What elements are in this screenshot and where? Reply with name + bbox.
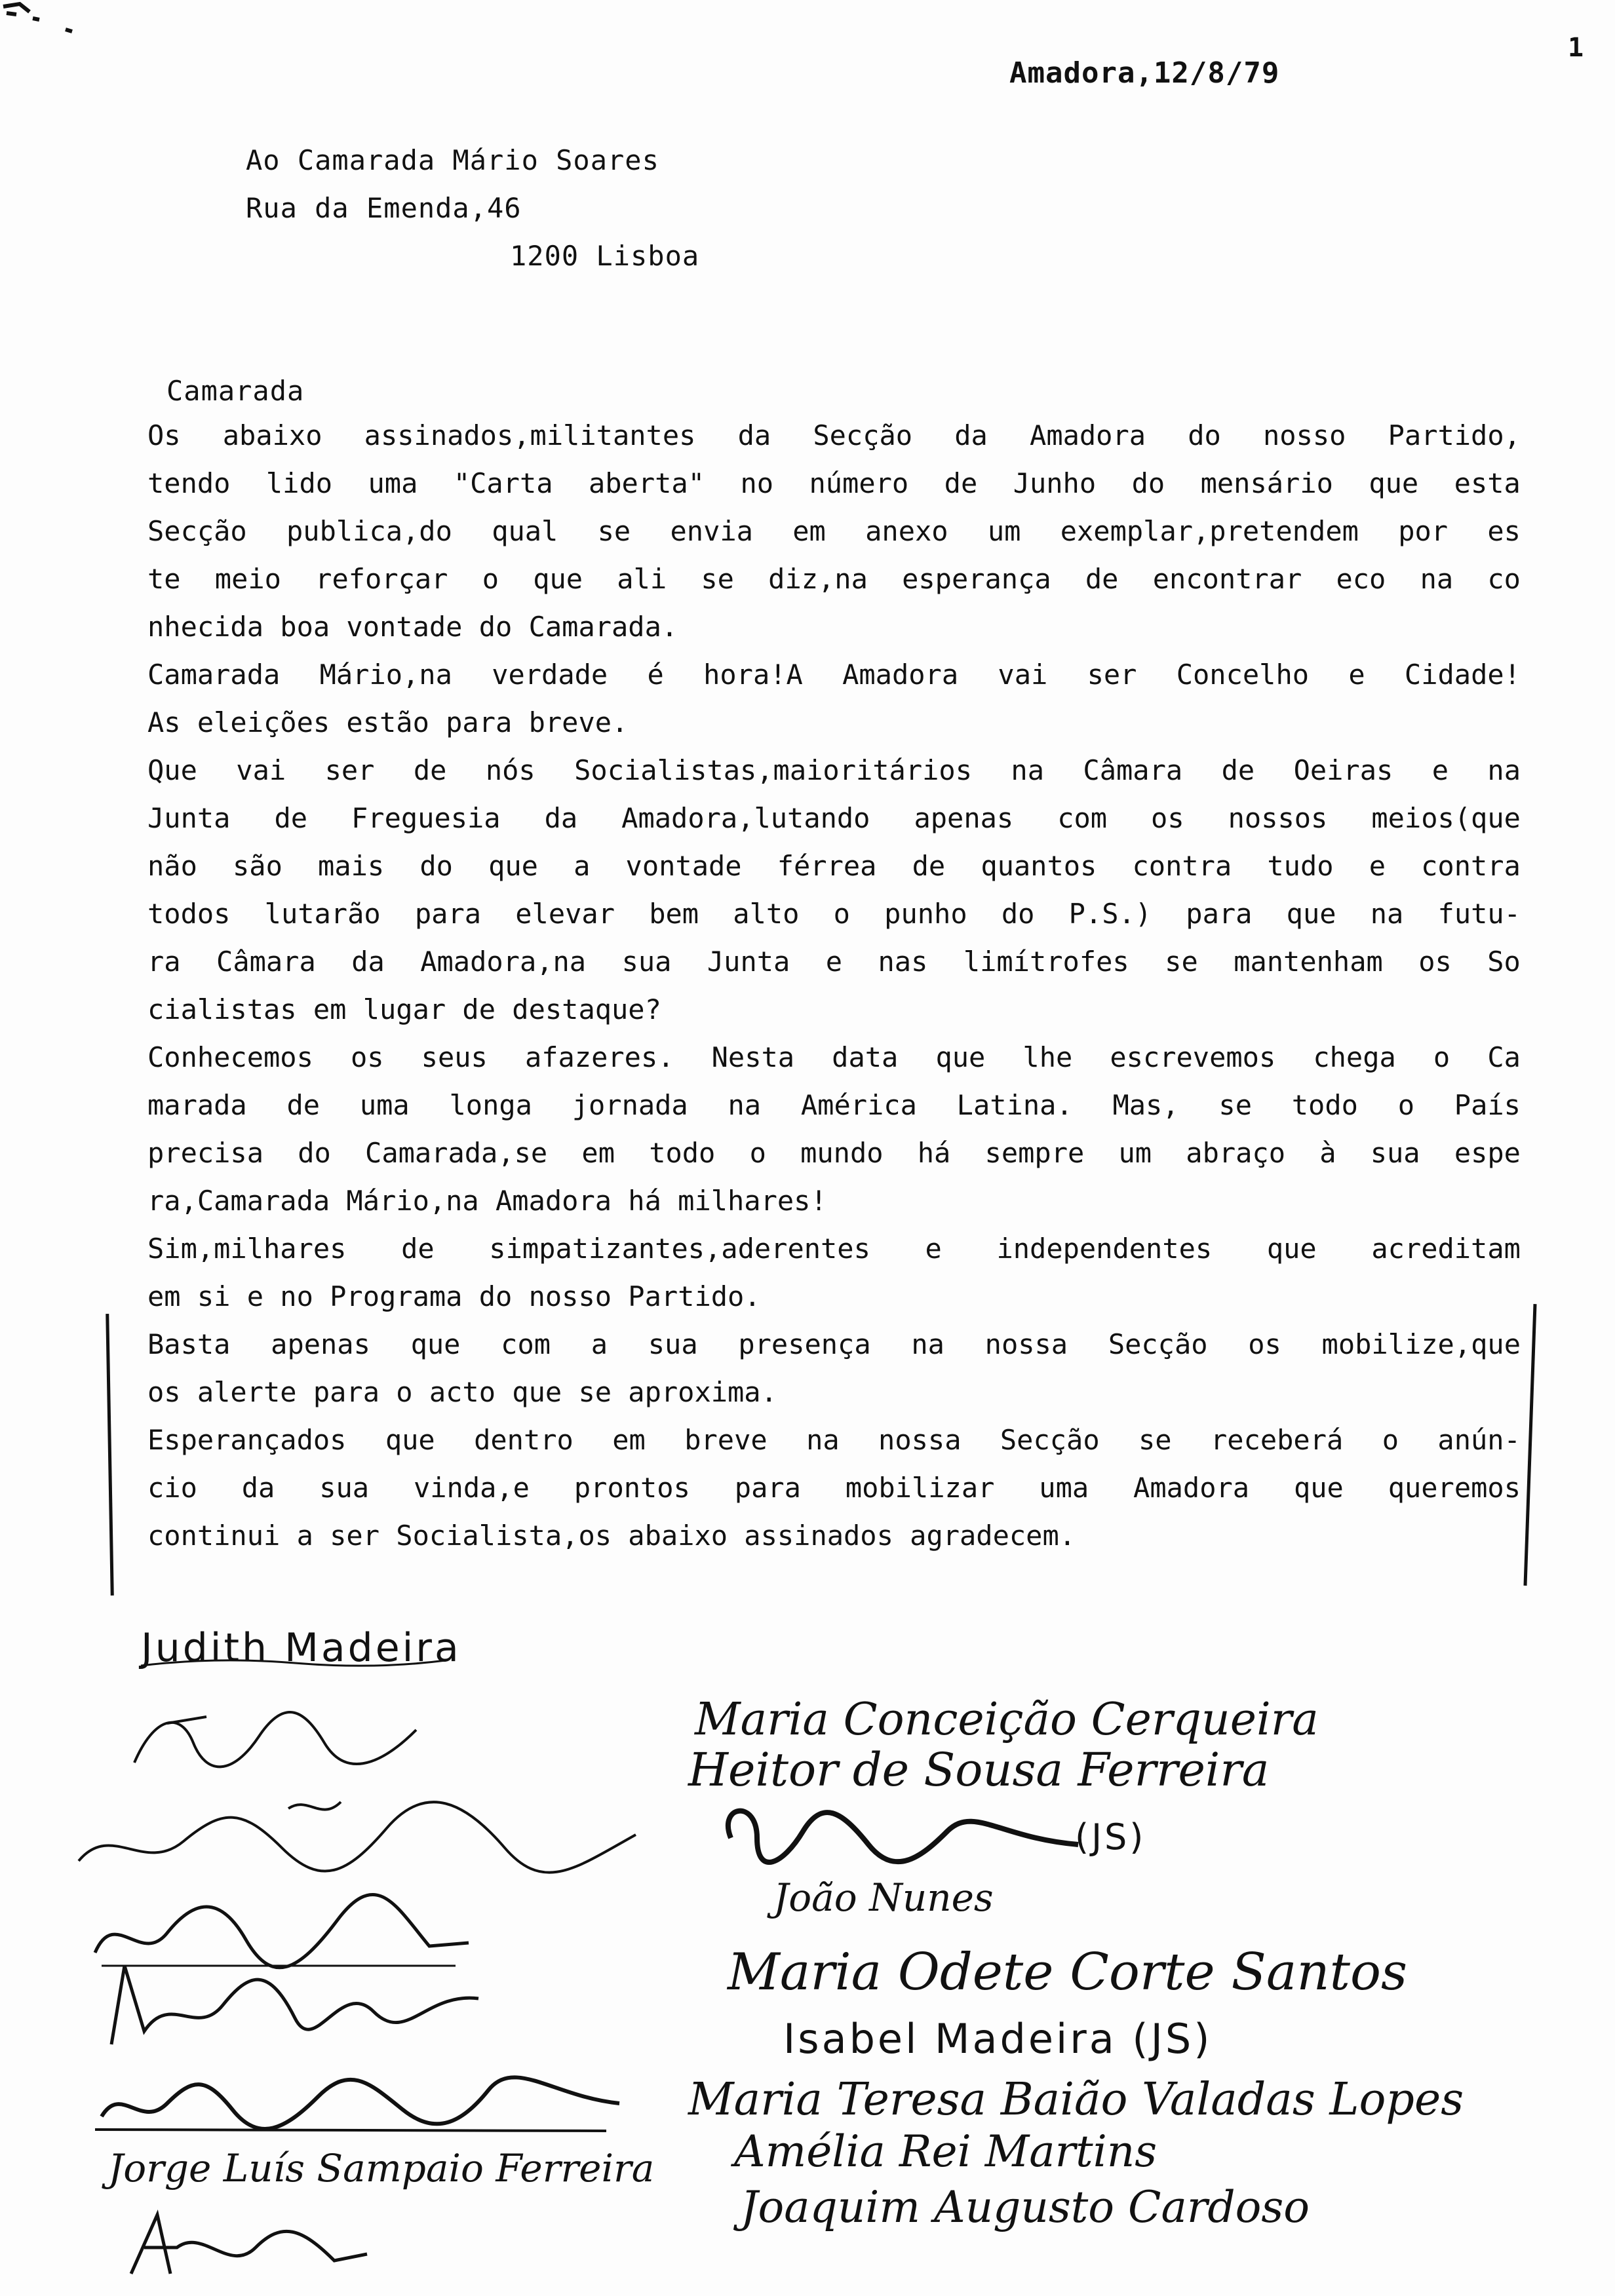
body-line: Os abaixo assinados,militantes da Secção da Amadora do nosso Partido, [147,419,1521,451]
body-line: Secção publica,do qual se envia em anexo um exemplar,pretendem por es [147,515,1521,547]
signature-maria-odete-corte-santos: Maria Odete Corte Santos [728,1943,1407,2002]
body-line: nhecida boa vontade do Camarada. [147,611,678,643]
body-line: precisa do Camarada,se em todo o mundo há sempre um abraço à sua espe [147,1137,1521,1169]
signature-scribble [95,2057,672,2149]
body-line: Basta apenas que com a sua presença na nossa Secção os mobilize,que [147,1328,1521,1360]
signature-judith-madeira: Judith Madeira [141,1625,461,1671]
body-line: Esperançados que dentro em breve na nossa Secção se receberá o anún- [147,1424,1521,1456]
body-line: cialistas em lugar de destaque? [147,993,661,1025]
recipient-street: Rua da Emenda,46 [246,192,522,224]
signature-maria-conceicao-cerqueira: Maria Conceição Cerqueira [695,1694,1319,1746]
salutation: Camarada [166,375,305,407]
body-line: As eleições estão para breve. [147,706,629,738]
body-line: Camarada Mário,na verdade é hora!A Amadora vai ser Concelho e Cidade! [147,659,1521,691]
signature-isabel-madeira: Isabel Madeira (JS) [783,2015,1213,2063]
body-line: tendo lido uma "Carta aberta" no número de Junho do mensário que esta [147,467,1521,499]
body-line: Junta de Freguesia da Amadora,lutando apenas com os nossos meios(que [147,802,1521,834]
right-margin-bracket [1523,1304,1536,1586]
body-line: em si e no Programa do nosso Partido. [147,1280,761,1312]
left-margin-bracket [106,1314,114,1596]
body-line: não são mais do que a vontade férrea de quantos contra tudo e contra [147,850,1521,882]
recipient-name: Ao Camarada Mário Soares [246,144,659,176]
signature-joaquim-augusto-cardoso: Joaquim Augusto Cardoso [741,2182,1310,2232]
body-line: marada de uma longa jornada na América Latina. Mas, se todo o País [147,1089,1521,1121]
scan-speck-marks [0,0,105,59]
signature-scribble [118,2202,380,2287]
body-line: cio da sua vinda,e prontos para mobilizar uma Amadora que queremos [147,1472,1521,1504]
signature-heitor-de-sousa-ferreira: Heitor de Sousa Ferreira [688,1743,1270,1797]
signature-jorge-luis-sampaio-ferreira: Jorge Luís Sampaio Ferreira [108,2146,655,2191]
signature-scribble [98,1953,505,2064]
recipient-city: 1200 Lisboa [510,240,700,272]
body-line: ra Câmara da Amadora,na sua Junta e nas limítrofes se mantenham os So [147,946,1521,978]
body-line: Conhecemos os seus afazeres. Nesta data que lhe escrevemos chega o Ca [147,1041,1521,1073]
signature-joao-nunes: João Nunes [773,1875,994,1920]
signature-scribble [128,1697,436,1782]
letter-date: Amadora,12/8/79 [1009,56,1280,90]
page-number: 1 [1568,33,1585,63]
body-line: Que vai ser de nós Socialistas,maioritários na Câmara de Oeiras e na [147,754,1521,786]
signature-scribble [711,1799,1091,1877]
body-line: te meio reforçar o que ali se diz,na esperança de encontrar eco na co [147,563,1521,595]
signature-underline [138,1625,557,1671]
body-line: os alerte para o acto que se aproxima. [147,1376,777,1408]
body-line: Sim,milhares de simpatizantes,aderentes e independentes que acreditam [147,1233,1521,1265]
body-line: ra,Camarada Mário,na Amadora há milhares! [147,1185,827,1217]
body-line: continui a ser Socialista,os abaixo assinados agradecem. [147,1520,1076,1552]
body-line: todos lutarão para elevar bem alto o punho do P.S.) para que na futu- [147,898,1521,930]
signature-amelia-rei-martins: Amélia Rei Martins [734,2126,1158,2177]
signature-maria-teresa-baiao-valadas-lopes: Maria Teresa Baião Valadas Lopes [688,2074,1464,2126]
signature-scribble [72,1782,649,1881]
signature-js-tag: (JS) [1075,1816,1146,1858]
